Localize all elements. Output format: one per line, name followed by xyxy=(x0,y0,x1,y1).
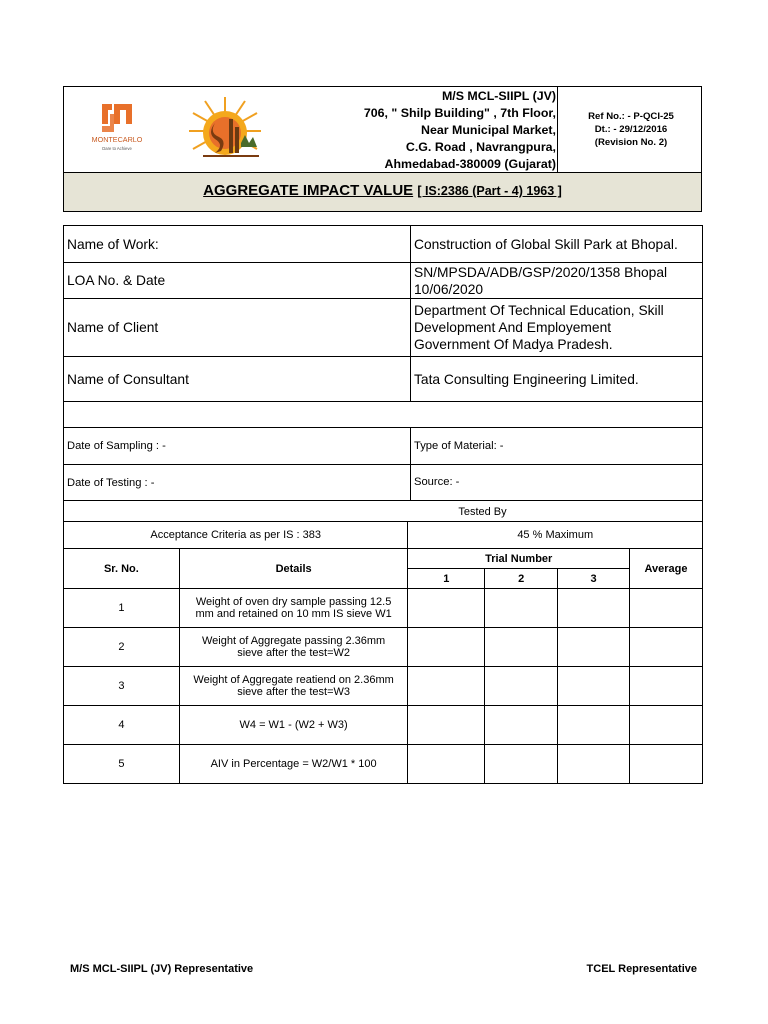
info-table xyxy=(63,225,703,501)
table-row xyxy=(64,263,703,299)
trial-header: 3 xyxy=(558,569,630,589)
company-line: M/S MCL-SIIPL (JV) xyxy=(441,89,556,103)
trial-cell[interactable] xyxy=(558,706,630,745)
average-cell[interactable] xyxy=(630,667,703,706)
consultant-signature-label: TCEL Representative xyxy=(586,963,697,975)
trial-number-header: Trial Number xyxy=(408,549,630,569)
average-cell[interactable] xyxy=(630,706,703,745)
trial-cell[interactable] xyxy=(408,667,485,706)
trial-cell[interactable] xyxy=(485,589,558,628)
logo-text: MONTECARLO xyxy=(91,135,143,144)
table-row xyxy=(64,299,703,357)
reference-block xyxy=(560,110,702,149)
trial-cell[interactable] xyxy=(558,745,630,784)
table-row xyxy=(64,357,703,402)
table-row xyxy=(64,628,703,667)
average-cell[interactable] xyxy=(630,745,703,784)
client-line: Government Of Madya Pradesh. xyxy=(414,337,613,352)
name-of-work-value: Construction of Global Skill Park at Bhopal. xyxy=(411,226,703,263)
document-title xyxy=(64,182,701,199)
details-line: Weight of Aggregate reatiend on 2.36mm xyxy=(193,674,394,686)
sr-no-cell: 4 xyxy=(64,706,180,745)
montecarlo-logo xyxy=(80,100,154,154)
client-line: Department Of Technical Education, Skill xyxy=(414,303,664,318)
details-line: Weight of Aggregate passing 2.36mm xyxy=(201,635,386,647)
table-row xyxy=(64,745,703,784)
trial-cell[interactable] xyxy=(485,628,558,667)
company-line: Near Municipal Market, xyxy=(421,123,556,137)
table-row xyxy=(64,226,703,263)
details-line: sieve after the test=W3 xyxy=(237,686,351,698)
trial-cell[interactable] xyxy=(408,745,485,784)
trial-header: 1 xyxy=(408,569,485,589)
sr-no-cell: 3 xyxy=(64,667,180,706)
details-line: sieve after the test=W2 xyxy=(237,647,351,659)
details-cell xyxy=(179,589,408,628)
testing-date-label: Date of Testing : - xyxy=(64,465,411,501)
trial-cell[interactable] xyxy=(408,628,485,667)
table-border xyxy=(63,495,64,522)
details-cell xyxy=(179,628,408,667)
sr-no-cell: 1 xyxy=(64,589,180,628)
loa-number: SN/MPSDA/ADB/GSP/2020/1358 Bhopal xyxy=(414,264,668,280)
sr-no-header: Sr. No. xyxy=(64,549,180,589)
consultant-value: Tata Consulting Engineering Limited. xyxy=(411,357,703,402)
consultant-label: Name of Consultant xyxy=(64,357,411,402)
table-border xyxy=(702,495,703,522)
source-label: Source: - xyxy=(411,465,703,501)
details-cell: W4 = W1 - (W2 + W3) xyxy=(179,706,408,745)
trial-cell[interactable] xyxy=(558,628,630,667)
trial-cell[interactable] xyxy=(485,706,558,745)
loa-label: LOA No. & Date xyxy=(64,263,411,299)
table-row xyxy=(64,402,703,428)
ref-revision: (Revision No. 2) xyxy=(594,137,668,148)
ref-number: Ref No.: - P-QCI-25 xyxy=(588,111,674,122)
test-table xyxy=(63,521,703,784)
trial-cell[interactable] xyxy=(408,706,485,745)
title-main: AGGREGATE IMPACT VALUE xyxy=(203,182,414,199)
name-of-work-label: Name of Work: xyxy=(64,226,411,263)
average-header: Average xyxy=(630,549,703,589)
trial-cell[interactable] xyxy=(485,667,558,706)
company-address xyxy=(330,88,556,173)
table-row xyxy=(64,589,703,628)
trial-cell[interactable] xyxy=(558,667,630,706)
details-line: Weight of oven dry sample passing 12.5 xyxy=(195,596,392,608)
table-row xyxy=(64,549,703,569)
header-divider xyxy=(557,86,558,172)
acceptance-criteria-label: Acceptance Criteria as per IS : 383 xyxy=(64,522,408,549)
siipl-logo xyxy=(185,93,269,169)
trial-cell[interactable] xyxy=(485,745,558,784)
title-standard: [ IS:2386 (Part - 4) 1963 ] xyxy=(417,184,562,198)
company-line: 706, " Shilp Building" , 7th Floor, xyxy=(363,106,556,120)
trial-header: 2 xyxy=(485,569,558,589)
ref-date: Dt.: - 29/12/2016 xyxy=(594,124,668,135)
average-cell[interactable] xyxy=(630,628,703,667)
logo-tagline: Dare to Achieve xyxy=(102,146,132,151)
material-type-label: Type of Material: - xyxy=(411,428,703,465)
acceptance-criteria-value: 45 % Maximum xyxy=(408,522,703,549)
client-value xyxy=(411,299,703,357)
loa-date: 10/06/2020 xyxy=(414,281,484,297)
table-row xyxy=(64,706,703,745)
company-line: Ahmedabad-380009 (Gujarat) xyxy=(384,157,556,171)
details-cell xyxy=(179,667,408,706)
table-row xyxy=(64,465,703,501)
trial-cell[interactable] xyxy=(558,589,630,628)
table-row xyxy=(64,428,703,465)
table-row xyxy=(64,522,703,549)
details-line: mm and retained on 10 mm IS sieve W1 xyxy=(195,608,392,620)
client-line: Development And Employement xyxy=(414,320,612,335)
client-label: Name of Client xyxy=(64,299,411,357)
table-row xyxy=(64,667,703,706)
loa-value xyxy=(411,263,703,299)
details-header: Details xyxy=(179,549,408,589)
trial-cell[interactable] xyxy=(408,589,485,628)
contractor-signature-label: M/S MCL-SIIPL (JV) Representative xyxy=(70,963,254,975)
tested-by-label: Tested By xyxy=(458,506,507,518)
sampling-date-label: Date of Sampling : - xyxy=(64,428,411,465)
company-line: C.G. Road , Navrangpura, xyxy=(405,140,556,154)
sr-no-cell: 2 xyxy=(64,628,180,667)
average-cell[interactable] xyxy=(630,589,703,628)
sr-no-cell: 5 xyxy=(64,745,180,784)
blank-row xyxy=(64,402,703,428)
details-cell: AIV in Percentage = W2/W1 * 100 xyxy=(179,745,408,784)
